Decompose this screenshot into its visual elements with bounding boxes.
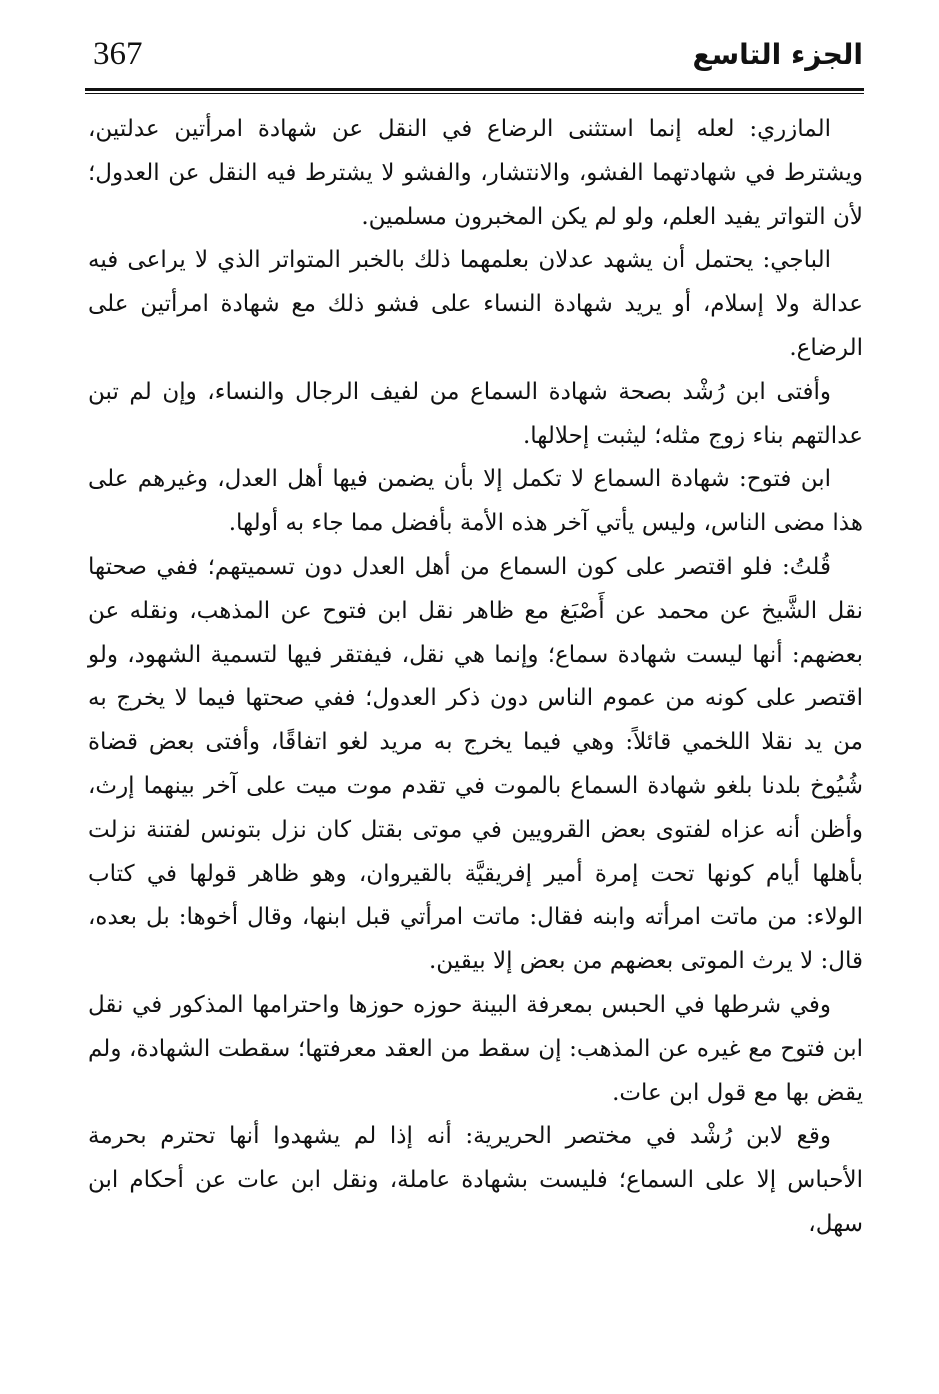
page-number: 367 <box>93 36 143 72</box>
paragraph-qultu: قُلتُ: فلو اقتصر على كون السماع من أهل العدل دون تسميتهم؛ ففي صحتها نقل الشَّيخ عن محمد عن أَصْبَغ مع ظاهر نقل ابن فتوح عن المذهب، ونقله عن بعضهم: أنها ليست شهادة سماع؛ وإنما هي نقل، فيفتقر فيها لتسمية الشهود، ولو اقتصر على كونه من عموم الناس دون ذكر العدول؛ ففي صحتها فيما لا يخرج به من يد نقلا اللخمي قائلاً: وهي فيما يخرج به مريد لغو اتفاقًا، وأفتى بعض قضاة شُيُوخ بلدنا بلغو شهادة السماع بالموت في تقدم موت ميت على آخر بينهما إرث، وأظن أنه عزاه لفتوى بعض القرويين في موتى بقتل كان نزل بتونس لفتنة نزلت بأهلها أيام كونها تحت إمرة أمير إفريقيَّة بالقيروان، وهو ظاهر قولها في كتاب الولاء: من ماتت امرأته وابنه فقال: ماتت امرأتي قبل ابنها، وقال أخوها: بل بعده، قال: لا يرث الموتى بعضهم من بعض إلا بيقين. <box>88 553 863 975</box>
page-body <box>88 108 863 1247</box>
paragraph-almazari: المازري: لعله إنما استثنى الرضاع في النقل عن شهادة امرأتين عدلتين، ويشترط في شهادتهما الفشو، والانتشار، والفشو لا يشترط فيه النقل عن العدول؛ لأن التواتر يفيد العلم، ولو لم يكن المخبرون مسلمين. <box>88 116 863 230</box>
page-header <box>88 30 863 90</box>
paragraph-hariiriyya: وقع لابن رُشْد في مختصر الحريرية: أنه إذا لم يشهدوا أنها تحترم بحرمة الأحباس إلا على السماع؛ فليست بشهادة عاملة، ونقل ابن عات عن أحكام ابن سهل، <box>88 1123 863 1237</box>
paragraph-habs-condition: وفي شرطها في الحبس بمعرفة البينة حوزه حوزها واحترامها المذكور في نقل ابن فتوح مع غيره عن المذهب: إن سقط من العقد معرفتها؛ سقطت الشهادة، ولم يقض بها مع قول ابن عات. <box>88 991 863 1106</box>
running-title: الجزء التاسع <box>692 38 863 71</box>
paragraph-ibn-rushd-fatwa: وأفتى ابن رُشْد بصحة شهادة السماع من لفيف الرجال والنساء، وإن لم تبن عدالتهم بناء زوج مثله؛ ليثبت إحلالها. <box>88 378 863 449</box>
header-divider <box>85 88 864 94</box>
paragraph-albaji: الباجي: يحتمل أن يشهد عدلان بعلمهما ذلك بالخبر المتواتر الذي لا يراعى فيه عدالة ولا إسلام، أو يريد شهادة النساء على فشو ذلك مع شهادة امرأتين على الرضاع. <box>88 247 863 361</box>
paragraph-ibn-futuh: ابن فتوح: شهادة السماع لا تكمل إلا بأن يضمن فيها أهل العدل، وغيرهم على هذا مضى الناس، وليس يأتي آخر هذه الأمة بأفضل مما جاء به أولها. <box>88 466 863 537</box>
